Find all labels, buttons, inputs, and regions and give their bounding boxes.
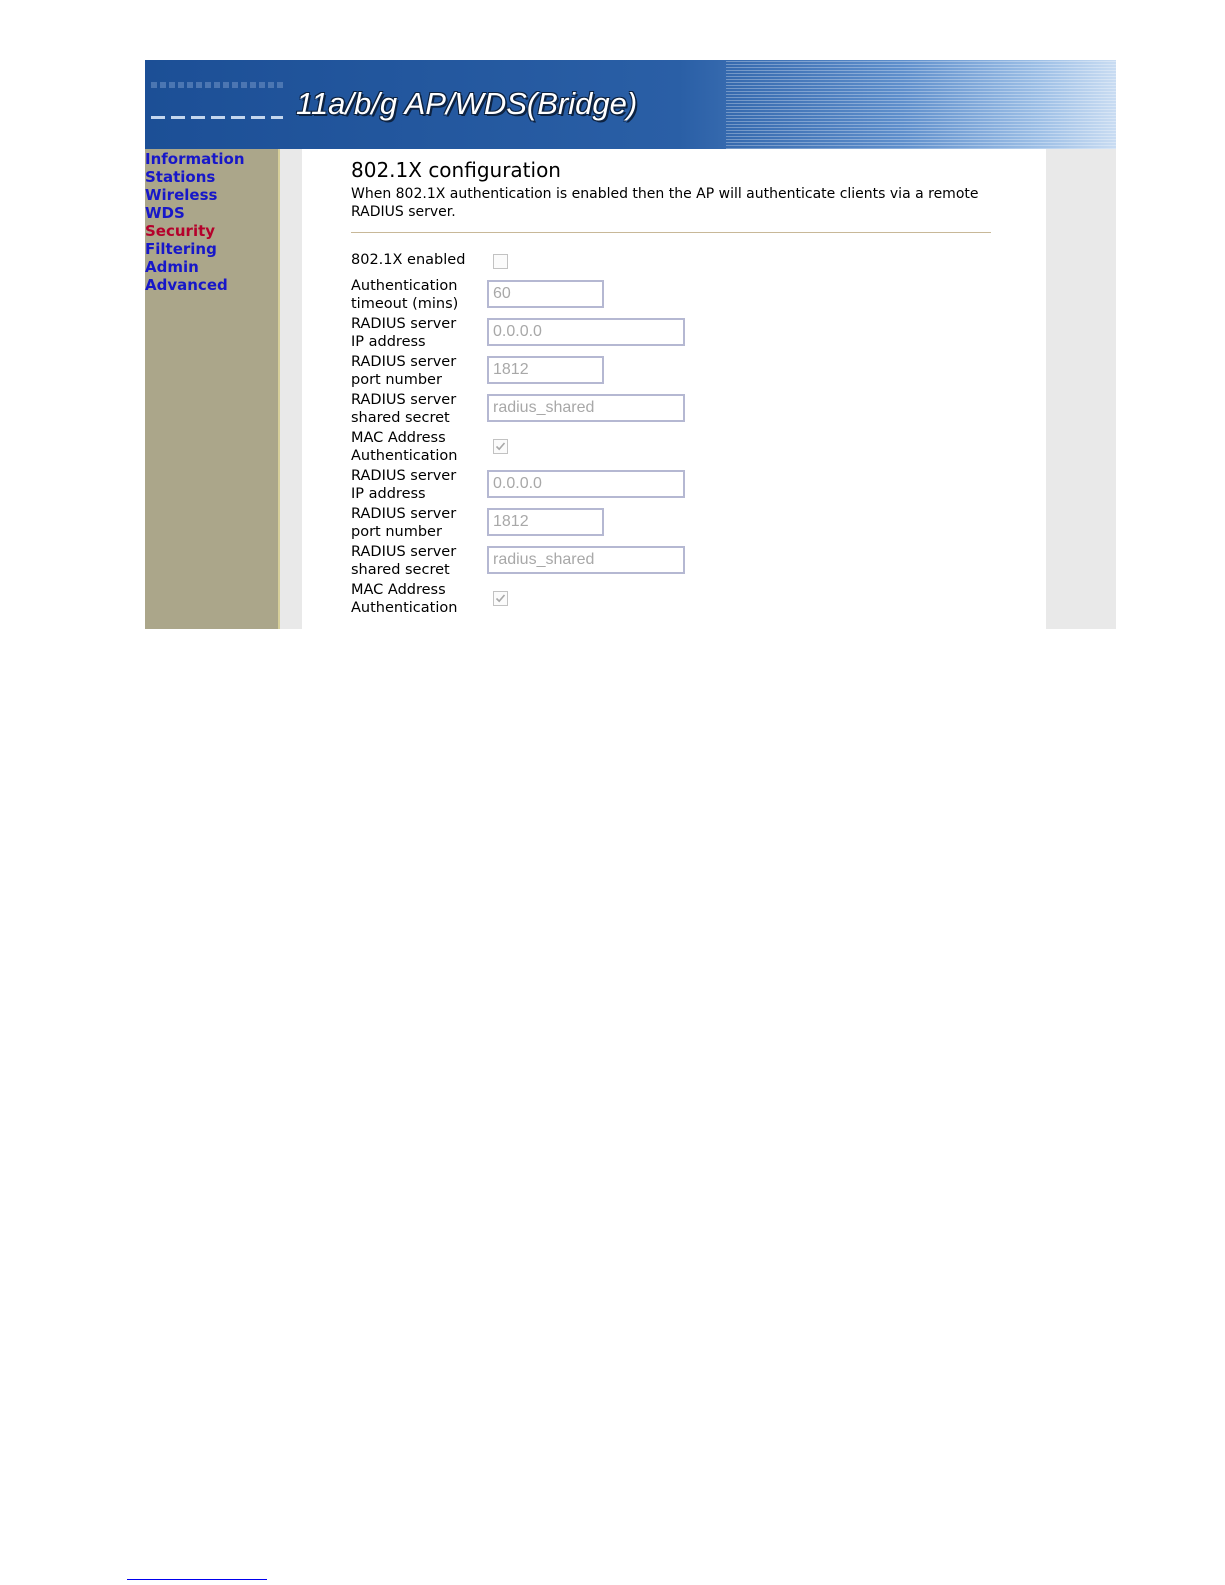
brand-underline <box>151 116 283 119</box>
radius-ip-input[interactable]: 0.0.0.0 <box>487 318 685 346</box>
label-line: 802.1X enabled <box>351 252 466 268</box>
label-line: MAC Address <box>351 430 446 446</box>
radius-port-2-input[interactable]: 1812 <box>487 508 604 536</box>
product-title: 11a/b/g AP/WDS(Bridge) <box>296 86 638 121</box>
mac-auth-checkbox[interactable] <box>493 439 508 454</box>
checkmark-icon <box>495 593 506 604</box>
label-line: RADIUS server <box>351 316 457 332</box>
label-line: shared secret <box>351 409 450 426</box>
label-line: RADIUS server <box>351 468 457 484</box>
header-banner <box>145 60 1116 149</box>
enabled-label <box>351 252 479 270</box>
radius-port-2-label <box>351 506 479 541</box>
footnote-rule <box>127 1579 267 1580</box>
label-line: MAC Address <box>351 582 446 598</box>
sidebar-item-filtering[interactable]: Filtering <box>145 240 217 258</box>
label-line: Authentication <box>351 599 458 616</box>
sidebar-item-advanced[interactable]: Advanced <box>145 276 228 294</box>
sidebar-nav <box>145 150 245 294</box>
label-line: RADIUS server <box>351 544 457 560</box>
main-content <box>302 149 1046 629</box>
auth-timeout-label <box>351 278 479 313</box>
brand-logo <box>151 82 283 88</box>
label-line: Authentication <box>351 447 458 464</box>
divider <box>351 232 991 233</box>
sidebar <box>145 149 280 629</box>
radius-secret-2-input[interactable]: radius_shared <box>487 546 685 574</box>
mac-auth-label <box>351 430 479 465</box>
radius-secret-2-label <box>351 544 479 579</box>
radius-secret-label <box>351 392 479 427</box>
right-margin <box>1046 149 1116 629</box>
browser-screenshot <box>145 60 1116 629</box>
sidebar-item-information[interactable]: Information <box>145 150 245 168</box>
label-line: IP address <box>351 333 426 350</box>
page-title: 802.1X configuration <box>351 158 561 182</box>
auth-timeout-input[interactable]: 60 <box>487 280 604 308</box>
enabled-checkbox[interactable] <box>493 254 508 269</box>
sidebar-item-stations[interactable]: Stations <box>145 168 216 186</box>
radius-ip-2-input[interactable]: 0.0.0.0 <box>487 470 685 498</box>
content-gutter <box>280 149 302 629</box>
label-line: port number <box>351 371 442 388</box>
label-line: RADIUS server <box>351 392 457 408</box>
sidebar-item-wireless[interactable]: Wireless <box>145 186 218 204</box>
label-line: RADIUS server <box>351 354 457 370</box>
radius-ip-2-label <box>351 468 479 503</box>
radius-secret-input[interactable]: radius_shared <box>487 394 685 422</box>
mac-auth-2-checkbox[interactable] <box>493 591 508 606</box>
label-line: timeout (mins) <box>351 295 459 312</box>
radius-port-label <box>351 354 479 389</box>
checkmark-icon <box>495 441 506 452</box>
label-line: Authentication <box>351 278 458 294</box>
radius-port-input[interactable]: 1812 <box>487 356 604 384</box>
sidebar-item-admin[interactable]: Admin <box>145 258 199 276</box>
banner-stripes <box>726 60 1116 149</box>
sidebar-item-wds[interactable]: WDS <box>145 204 185 222</box>
page-description: When 802.1X authentication is enabled then the AP will authenticate clients via a remote RADIUS server. <box>351 186 979 220</box>
sidebar-item-security[interactable]: Security <box>145 222 216 240</box>
label-line: shared secret <box>351 561 450 578</box>
label-line: port number <box>351 523 442 540</box>
mac-auth-2-label <box>351 582 479 617</box>
radius-ip-label <box>351 316 479 351</box>
label-line: RADIUS server <box>351 506 457 522</box>
label-line: IP address <box>351 485 426 502</box>
